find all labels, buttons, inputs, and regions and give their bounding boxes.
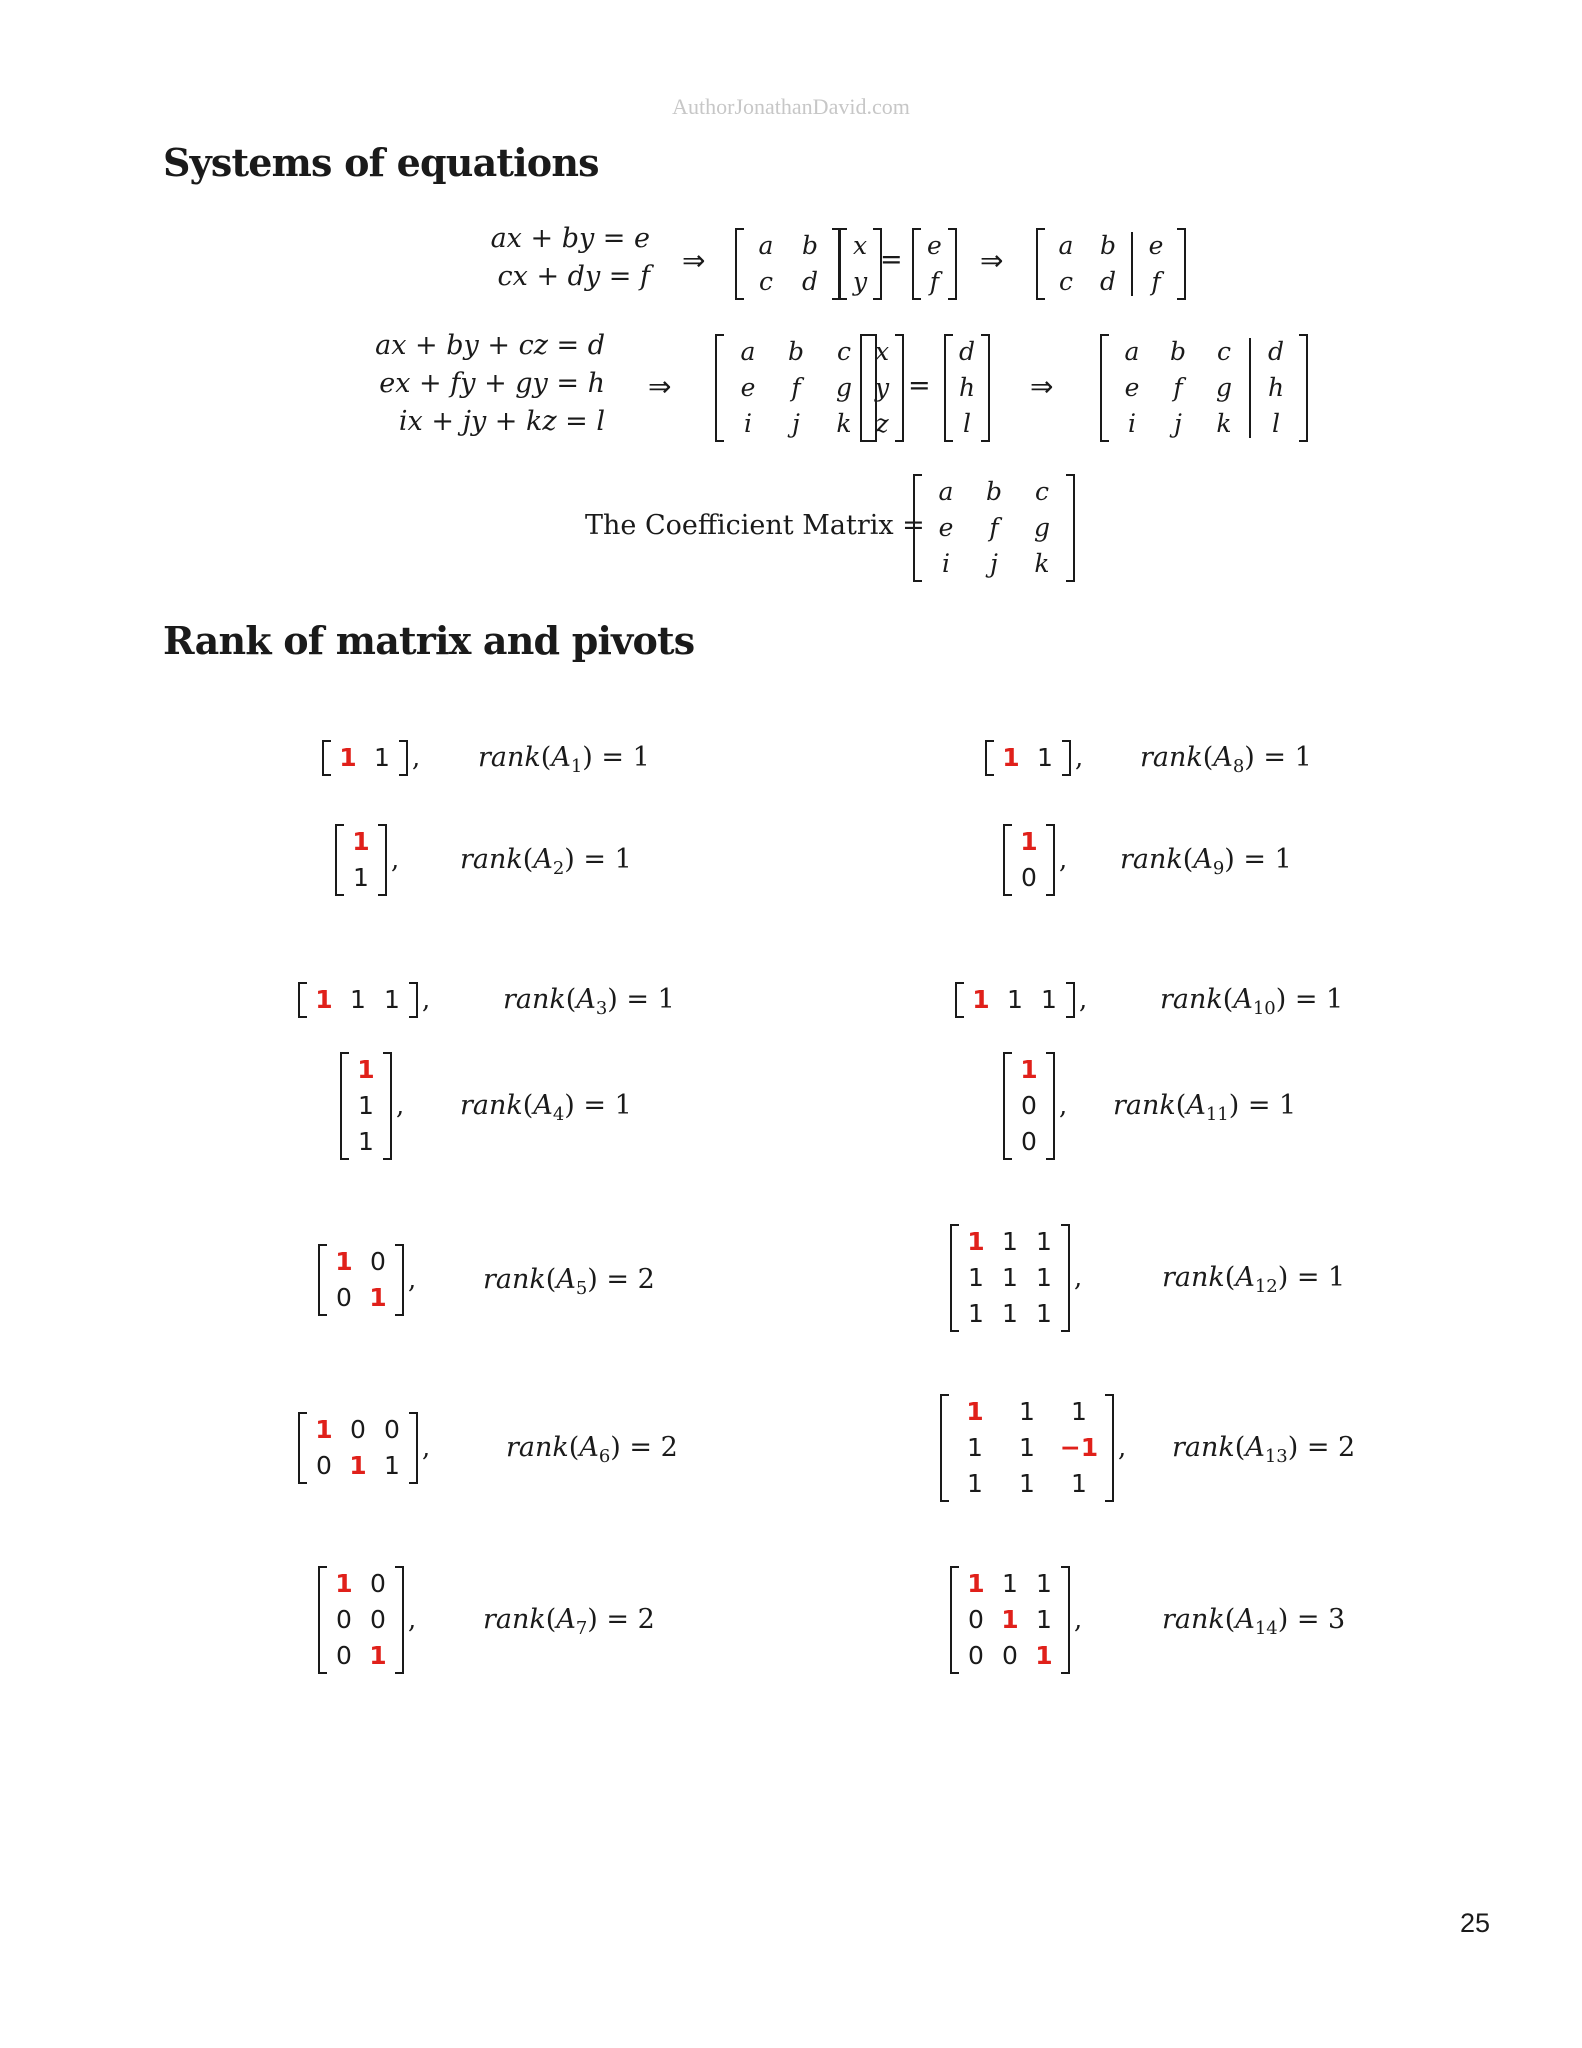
rank-example-matrix: [1003, 824, 1067, 896]
matrix-entry: j: [1174, 409, 1182, 438]
matrix-entry: a: [938, 477, 954, 506]
pivot-entry: 1: [352, 827, 370, 856]
rank-value: 1: [632, 742, 650, 773]
matrix-entry: 1: [1036, 1569, 1052, 1598]
rank-statement: $rank(A_{10}) = 1$: [1160, 984, 1344, 1019]
left-bracket: [322, 740, 331, 776]
left-bracket: [940, 1394, 949, 1502]
matrix-subscript: 12: [1254, 1276, 1278, 1297]
matrix-entry: 1: [1036, 1227, 1052, 1256]
right-bracket: [948, 228, 957, 300]
equation: ax + by = e: [490, 223, 650, 254]
matrix-entry: 0: [370, 1605, 386, 1634]
comma: ,: [422, 1433, 431, 1463]
rank-example-matrix: [940, 1394, 1126, 1502]
pivot-entry: 1: [349, 1451, 367, 1480]
rank-value: 2: [660, 1432, 678, 1463]
matrix-entry: 0: [968, 1641, 984, 1670]
pivot-entry: 1: [967, 1227, 985, 1256]
system3-coefficient-matrix: [715, 334, 877, 442]
rank-function: rank: [1162, 1604, 1225, 1635]
rank-function: rank: [460, 1090, 523, 1121]
matrix-entry: b: [801, 231, 818, 260]
matrix-entry: a: [1058, 231, 1074, 260]
rank-function: rank: [483, 1264, 546, 1295]
system2-equations: [470, 220, 650, 296]
equation: cx + dy = f: [497, 261, 650, 292]
matrix-entry: 0: [968, 1605, 984, 1634]
left-bracket: [985, 740, 994, 776]
comma: ,: [396, 1091, 405, 1121]
pivot-entry: 1: [966, 1397, 984, 1426]
rank-value: 1: [614, 1090, 632, 1121]
matrix-entry: 1: [968, 1263, 984, 1292]
vector-entry: x: [875, 337, 890, 366]
right-bracket: [1062, 740, 1071, 776]
vector-entry: l: [963, 409, 972, 438]
augment-separator: [1249, 338, 1251, 438]
comma: ,: [1059, 845, 1068, 875]
rank-function: rank: [478, 742, 541, 773]
rank-example-matrix: [950, 1224, 1082, 1332]
matrix-subscript: 6: [598, 1446, 611, 1467]
matrix-entry: 1: [384, 1451, 400, 1480]
rank-example-matrix: [318, 1566, 416, 1674]
left-bracket: [735, 228, 744, 300]
matrix-entry: 1: [1002, 1569, 1018, 1598]
matrix-entry: b: [985, 477, 1002, 506]
left-bracket: [1003, 1052, 1012, 1160]
matrix-subscript: 3: [595, 998, 608, 1019]
system2-variable-vector: [838, 228, 882, 300]
matrix-subscript: 10: [1252, 998, 1276, 1019]
left-bracket: [715, 334, 724, 442]
rank-example-matrix: [955, 982, 1087, 1018]
equation: ex + fy + gy = h: [379, 368, 605, 399]
augment-separator: [1131, 232, 1133, 296]
implies-arrow: ⇒: [1030, 370, 1054, 403]
rank-example-matrix: [318, 1244, 416, 1316]
matrix-entry: 0: [336, 1283, 352, 1312]
matrix-entry: 1: [1071, 1469, 1087, 1498]
matrix-entry: g: [1033, 513, 1050, 542]
watermark: AuthorJonathanDavid.com: [672, 94, 910, 119]
rank-statement: $rank(A_8) = 1$: [1140, 742, 1312, 777]
matrix-entry: 1: [1002, 1263, 1018, 1292]
matrix-entry: 0: [1021, 1091, 1037, 1120]
heading-systems-of-equations: Systems of equations: [163, 140, 599, 185]
matrix-entry: l: [1272, 409, 1280, 438]
matrix-entry: 0: [370, 1247, 386, 1276]
comma: ,: [1059, 1091, 1068, 1121]
matrix-entry: f: [989, 513, 999, 542]
rank-value: 1: [657, 984, 675, 1015]
rank-function: rank: [1160, 984, 1223, 1015]
matrix-entry: 1: [353, 863, 369, 892]
comma: ,: [422, 985, 431, 1015]
system3-augmented-matrix: [1100, 334, 1308, 442]
rank-value: 1: [1328, 1262, 1346, 1293]
heading-rank-and-pivots: Rank of matrix and pivots: [163, 618, 695, 663]
rank-value: 1: [1326, 984, 1344, 1015]
vector-entry: d: [959, 337, 976, 366]
rank-statement: $rank(A_7) = 2$: [483, 1604, 655, 1639]
comma: ,: [1074, 1263, 1083, 1293]
right-bracket: [395, 1244, 404, 1316]
matrix-entry: b: [1169, 337, 1186, 366]
rank-statement: $rank(A_5) = 2$: [483, 1264, 655, 1299]
matrix-entry: 0: [384, 1415, 400, 1444]
rank-statement: $rank(A_3) = 1$: [503, 984, 675, 1019]
rank-value: 2: [637, 1264, 655, 1295]
pivot-entry: 1: [1002, 743, 1020, 772]
rank-statement: $rank(A_6) = 2$: [506, 1432, 678, 1467]
left-bracket: [950, 1566, 959, 1674]
pivot-entry: 1: [1020, 1055, 1038, 1084]
rank-value: 2: [1338, 1432, 1356, 1463]
matrix-entry: g: [835, 373, 852, 402]
rank-example-matrix: [1003, 1052, 1067, 1160]
right-bracket: [1046, 1052, 1055, 1160]
vector-entry: z: [875, 409, 889, 438]
rank-statement: $rank(A_1) = 1$: [478, 742, 650, 777]
right-bracket: [1066, 982, 1075, 1018]
right-bracket: [395, 1566, 404, 1674]
rank-example-matrix: [322, 740, 420, 776]
pivot-entry: −1: [1059, 1433, 1099, 1462]
matrix-entry: c: [1034, 477, 1049, 506]
matrix-entry: 1: [384, 985, 400, 1014]
matrix-entry: a: [740, 337, 756, 366]
vector-entry: h: [959, 373, 976, 402]
matrix-entry: a: [758, 231, 774, 260]
matrix-subscript: 14: [1254, 1618, 1278, 1639]
comma: ,: [1075, 743, 1084, 773]
rank-statement: $rank(A_{14}) = 3$: [1162, 1604, 1346, 1639]
left-bracket: [1003, 824, 1012, 896]
matrix-entry: 1: [1007, 985, 1023, 1014]
matrix-entry: i: [744, 409, 752, 438]
matrix-entry: e: [740, 373, 756, 402]
vector-entry: x: [853, 231, 868, 260]
matrix-entry: e: [1124, 373, 1140, 402]
matrix-entry: 0: [1021, 1127, 1037, 1156]
matrix-entry: k: [836, 409, 852, 438]
left-bracket: [913, 474, 922, 582]
matrix-entry: 1: [967, 1469, 983, 1498]
matrix-entry: 1: [1037, 743, 1053, 772]
rank-example-matrix: [298, 1412, 430, 1484]
matrix-entry: i: [942, 549, 950, 578]
rank-example-matrix: [298, 982, 430, 1018]
matrix-entry: c: [758, 267, 773, 296]
matrix-entry: 1: [967, 1433, 983, 1462]
matrix-entry: 1: [1019, 1397, 1035, 1426]
right-bracket: [1061, 1566, 1070, 1674]
implies-arrow: ⇒: [682, 244, 706, 277]
matrix-entry: 0: [336, 1641, 352, 1670]
right-bracket: [981, 334, 990, 442]
rank-function: rank: [1172, 1432, 1235, 1463]
equals-sign: =: [880, 244, 903, 275]
rank-example-matrix: [950, 1566, 1082, 1674]
matrix-entry: 1: [1041, 985, 1057, 1014]
pivot-entry: 1: [315, 1415, 333, 1444]
right-bracket: [1177, 228, 1186, 300]
matrix-entry: d: [1267, 337, 1284, 366]
left-bracket: [335, 824, 344, 896]
matrix-entry: h: [1267, 373, 1285, 402]
rank-value: 3: [1328, 1604, 1346, 1635]
left-bracket: [1100, 334, 1109, 442]
matrix-entry: e: [938, 513, 954, 542]
matrix-entry: 0: [1021, 863, 1037, 892]
rank-function: rank: [460, 844, 523, 875]
comma: ,: [408, 1605, 417, 1635]
matrix-entry: 1: [1019, 1469, 1035, 1498]
system3-rhs-vector: [944, 334, 990, 442]
pivot-entry: 1: [1001, 1605, 1019, 1634]
system2-augmented-matrix: [1036, 228, 1186, 300]
right-bracket: [1066, 474, 1075, 582]
rank-function: rank: [506, 1432, 569, 1463]
right-bracket: [399, 740, 408, 776]
matrix-entry: k: [1034, 549, 1050, 578]
matrix-entry: f: [1173, 373, 1183, 402]
matrix-entry: b: [787, 337, 804, 366]
left-bracket: [950, 1224, 959, 1332]
matrix-entry: 1: [358, 1127, 374, 1156]
matrix-entry: 1: [1036, 1299, 1052, 1328]
vector-entry: y: [875, 373, 890, 402]
rank-statement: $rank(A_{13}) = 2$: [1172, 1432, 1356, 1467]
pivot-entry: 1: [1035, 1641, 1053, 1670]
pivot-entry: 1: [335, 1247, 353, 1276]
pivot-entry: 1: [339, 743, 357, 772]
matrix-entry: k: [1216, 409, 1232, 438]
rank-example-matrix: [335, 824, 399, 896]
left-bracket: [838, 228, 847, 300]
matrix-subscript: 9: [1212, 858, 1225, 879]
matrix-entry: 1: [1071, 1397, 1087, 1426]
matrix-subscript: 13: [1264, 1446, 1288, 1467]
pivot-entry: 1: [972, 985, 990, 1014]
rank-example-matrix: [340, 1052, 404, 1160]
rank-statement: $rank(A_9) = 1$: [1120, 844, 1292, 879]
comma: ,: [1118, 1433, 1127, 1463]
rank-function: rank: [1113, 1090, 1176, 1121]
equation: ax + by + cz = d: [375, 330, 605, 361]
pivot-entry: 1: [315, 985, 333, 1014]
left-bracket: [318, 1566, 327, 1674]
rank-value: 1: [1274, 844, 1292, 875]
pivot-entry: 1: [967, 1569, 985, 1598]
system3-variable-vector: [860, 334, 904, 442]
left-bracket: [860, 334, 869, 442]
matrix-entry: a: [1124, 337, 1140, 366]
right-bracket: [378, 824, 387, 896]
matrix-entry: 0: [336, 1605, 352, 1634]
left-bracket: [955, 982, 964, 1018]
matrix-entry: 1: [350, 985, 366, 1014]
matrix-entry: b: [1099, 231, 1116, 260]
matrix-entry: j: [990, 549, 998, 578]
matrix-entry: 1: [1036, 1263, 1052, 1292]
matrix-entry: 1: [1019, 1433, 1035, 1462]
left-bracket: [912, 228, 921, 300]
equals-sign: =: [908, 370, 931, 401]
matrix-entry: 0: [370, 1569, 386, 1598]
matrix-entry: 1: [1002, 1299, 1018, 1328]
vector-entry: e: [927, 231, 942, 260]
rank-statement: $rank(A_{12}) = 1$: [1162, 1262, 1346, 1297]
rank-value: 2: [637, 1604, 655, 1635]
rank-function: rank: [483, 1604, 546, 1635]
matrix-entry: f: [791, 373, 801, 402]
pivot-entry: 1: [369, 1283, 387, 1312]
rank-statement: $rank(A_4) = 1$: [460, 1090, 632, 1125]
right-bracket: [1299, 334, 1308, 442]
vector-entry: f: [929, 267, 940, 296]
implies-arrow: ⇒: [980, 244, 1004, 277]
right-bracket: [1046, 824, 1055, 896]
matrix-subscript: 1: [570, 756, 583, 777]
matrix-entry: j: [792, 409, 800, 438]
left-bracket: [298, 1412, 307, 1484]
matrix-entry: e: [1148, 231, 1164, 260]
pivot-entry: 1: [369, 1641, 387, 1670]
system3-equations: [360, 327, 605, 441]
right-bracket: [895, 334, 904, 442]
matrix-subscript: 8: [1232, 756, 1245, 777]
equation: ix + jy + kz = l: [398, 406, 605, 437]
coefficient-matrix-label: The Coefficient Matrix =: [585, 510, 925, 541]
matrix-entry: c: [836, 337, 851, 366]
matrix-entry: 0: [350, 1415, 366, 1444]
rank-function: rank: [1162, 1262, 1225, 1293]
rank-function: rank: [1120, 844, 1183, 875]
matrix-entry: 1: [1036, 1605, 1052, 1634]
rank-statement: $rank(A_2) = 1$: [460, 844, 632, 879]
comma: ,: [391, 845, 400, 875]
comma: ,: [412, 743, 421, 773]
system2-coefficient-matrix: [735, 228, 841, 300]
implies-arrow: ⇒: [648, 370, 672, 403]
rank-example-matrix: [985, 740, 1083, 776]
coefficient-matrix: [913, 474, 1075, 582]
matrix-entry: 1: [358, 1091, 374, 1120]
page-number: 25: [1459, 1908, 1490, 1938]
right-bracket: [409, 1412, 418, 1484]
matrix-subscript: 5: [575, 1278, 588, 1299]
left-bracket: [298, 982, 307, 1018]
matrix-entry: i: [1128, 409, 1136, 438]
rank-value: 1: [1294, 742, 1312, 773]
matrix-entry: 1: [968, 1299, 984, 1328]
left-bracket: [318, 1244, 327, 1316]
left-bracket: [1036, 228, 1045, 300]
right-bracket: [1105, 1394, 1114, 1502]
rank-function: rank: [503, 984, 566, 1015]
left-bracket: [944, 334, 953, 442]
matrix-entry: f: [1151, 267, 1161, 296]
system2-rhs-vector: [912, 228, 957, 300]
right-bracket: [1061, 1224, 1070, 1332]
comma: ,: [408, 1265, 417, 1295]
rank-statement: $rank(A_{11}) = 1$: [1113, 1090, 1297, 1125]
matrix-entry: 1: [1002, 1227, 1018, 1256]
matrix-entry: g: [1215, 373, 1232, 402]
right-bracket: [409, 982, 418, 1018]
matrix-subscript: 2: [552, 858, 565, 879]
rank-function: rank: [1140, 742, 1203, 773]
matrix-entry: 0: [316, 1451, 332, 1480]
rank-value: 1: [614, 844, 632, 875]
matrix-entry: c: [1058, 267, 1073, 296]
matrix-entry: 0: [1002, 1641, 1018, 1670]
pivot-entry: 1: [1020, 827, 1038, 856]
matrix-entry: d: [1099, 267, 1116, 296]
left-bracket: [340, 1052, 349, 1160]
vector-entry: y: [853, 267, 868, 296]
matrix-entry: c: [1216, 337, 1231, 366]
matrix-subscript: 7: [575, 1618, 588, 1639]
comma: ,: [1074, 1605, 1083, 1635]
matrix-subscript: 11: [1205, 1104, 1229, 1125]
right-bracket: [383, 1052, 392, 1160]
rank-value: 1: [1279, 1090, 1297, 1121]
matrix-subscript: 4: [552, 1104, 565, 1125]
pivot-entry: 1: [357, 1055, 375, 1084]
matrix-entry: d: [801, 267, 818, 296]
comma: ,: [1079, 985, 1088, 1015]
pivot-entry: 1: [335, 1569, 353, 1598]
matrix-entry: 1: [374, 743, 390, 772]
